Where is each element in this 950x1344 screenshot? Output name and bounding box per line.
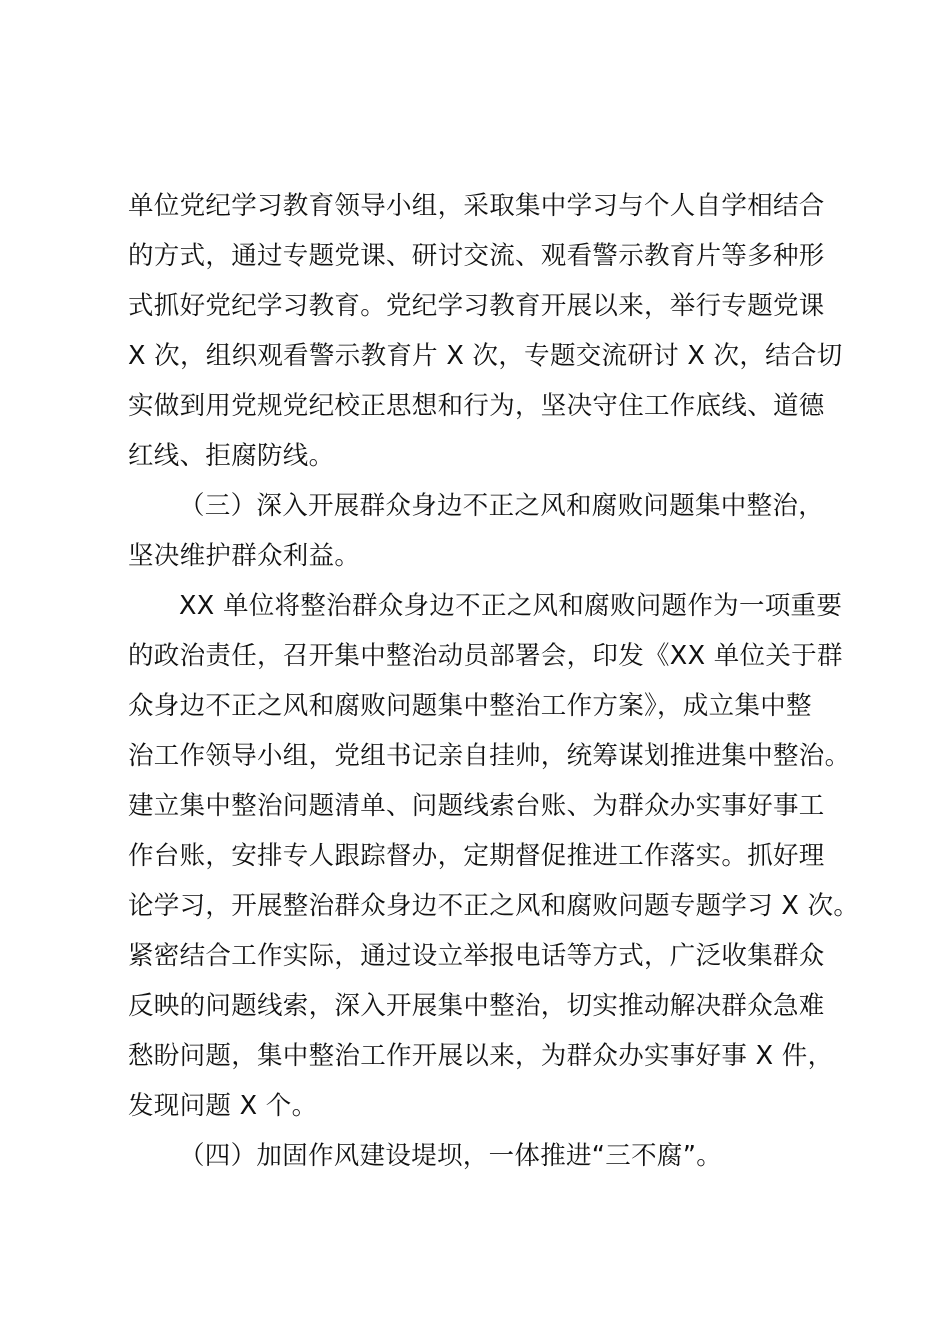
text-line: （四）加固作风建设堤坝，一体推进“三不腐”。 xyxy=(179,1141,723,1171)
paragraph-party-discipline-education xyxy=(128,181,843,481)
section-heading-four xyxy=(128,1131,836,1181)
text-line: 反映的问题线索，深入开展集中整治，切实推动解决群众急难 xyxy=(128,991,825,1021)
text-line: 的方式，通过专题党课、研讨交流、观看警示教育片等多种形 xyxy=(128,241,825,271)
text-line: 众身边不正之风和腐败问题集中整治工作方案》，成立集中整 xyxy=(128,691,812,721)
text-line: 单位党纪学习教育领导小组，采取集中学习与个人自学相结合 xyxy=(128,191,825,221)
text-line: XX 单位将整治群众身边不正之风和腐败问题作为一项重要 xyxy=(179,591,843,621)
text-line: 愁盼问题，集中整治工作开展以来，为群众办实事好事 X 件， xyxy=(128,1041,834,1071)
text-line: 式抓好党纪学习教育。党纪学习教育开展以来，举行专题党课 xyxy=(128,291,825,321)
text-line: 紧密结合工作实际，通过设立举报电话等方式，广泛收集群众 xyxy=(128,941,825,971)
paragraph-rectification-work xyxy=(128,581,860,1131)
section-heading-three xyxy=(128,481,836,581)
text-line: 作台账，安排专人跟踪督办，定期督促推进工作落实。抓好理 xyxy=(128,841,825,871)
text-line: 实做到用党规党纪校正思想和行为，坚决守住工作底线、道德 xyxy=(128,391,825,421)
text-line: 红线、拒腐防线。 xyxy=(128,441,335,471)
text-line: 坚决维护群众利益。 xyxy=(128,541,361,571)
text-line: （三）深入开展群众身边不正之风和腐败问题集中整治， xyxy=(179,491,825,521)
text-line: 论学习，开展整治群众身边不正之风和腐败问题专题学习 X 次。 xyxy=(128,891,860,921)
text-line: 发现问题 X 个。 xyxy=(128,1091,318,1121)
text-line: 治工作领导小组，党组书记亲自挂帅，统筹谋划推进集中整治。 xyxy=(128,741,851,771)
document-body xyxy=(128,181,860,1181)
text-line: X 次，组织观看警示教育片 X 次，专题交流研讨 X 次，结合切 xyxy=(128,341,843,371)
text-line: 建立集中整治问题清单、问题线索台账、为群众办实事好事工 xyxy=(128,791,825,821)
text-line: 的政治责任，召开集中整治动员部署会，印发《XX 单位关于群 xyxy=(128,641,843,671)
